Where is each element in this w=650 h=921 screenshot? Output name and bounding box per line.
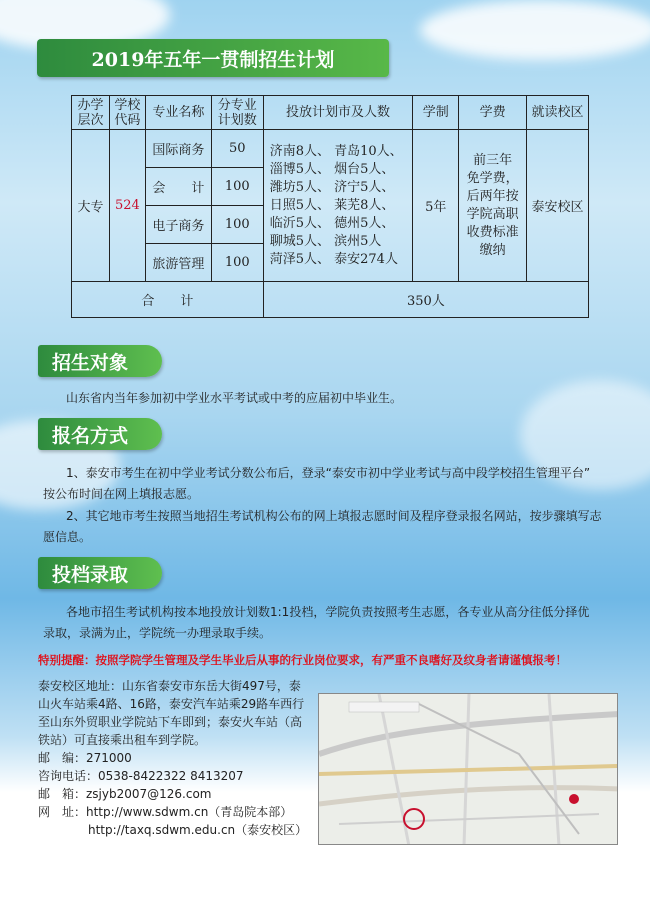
section-title-target — [38, 345, 162, 377]
contact-info — [38, 677, 308, 839]
count-cell: 100 — [211, 168, 263, 206]
major-cell: 旅游管理 — [145, 244, 211, 282]
header-major: 专业名称 — [145, 96, 211, 130]
header-code: 学校代码 — [109, 96, 145, 130]
target-text: 山东省内当年参加初中学业水平考试或中考的应届初中毕业生。 — [66, 391, 403, 405]
special-reminder: 特别提醒：按照学院学生管理及学生毕业后从事的行业岗位要求，有严重不良嗜好及纹身者请谨慎报考！ — [38, 653, 567, 667]
plan-title: 2019年五年一贯制招生计划 — [91, 48, 335, 71]
header-level: 办学层次 — [72, 96, 110, 130]
header-count: 分专业计划数 — [211, 96, 263, 130]
fee-line: 前三年 — [473, 152, 513, 168]
code-cell: 524 — [109, 130, 145, 282]
region-line: 菏泽5人、 泰安274人 — [269, 251, 398, 267]
total-value: 350人 — [263, 282, 588, 318]
apply-p1-line1: 1、泰安市考生在初中学业考试分数公布后，登录“泰安市初中学业考试与高中段学校招生管理平台” — [66, 466, 591, 480]
section-title-admission — [38, 557, 162, 589]
major-cell: 电子商务 — [145, 206, 211, 244]
section-title-text: 投档录取 — [52, 563, 129, 586]
header-regions: 投放计划市及人数 — [263, 96, 413, 130]
fee-line: 缴纳 — [479, 242, 506, 258]
fee-line: 后两年按 — [466, 188, 519, 204]
cloud-decoration — [420, 0, 650, 60]
fee-line: 收费标准 — [466, 224, 519, 240]
plan-banner — [37, 39, 389, 77]
campus-map — [318, 693, 618, 845]
admission-line2: 录取，录满为止，学院统一办理录取手续。 — [43, 626, 272, 640]
fee-cell — [459, 130, 527, 282]
campus-cell: 泰安校区 — [527, 130, 589, 282]
apply-p2-line1: 2、其它地市考生按照当地招生考试机构公布的网上填报志愿时间及程序登录报名网站，按步骤填写志 — [66, 509, 602, 523]
total-label: 合 计 — [72, 282, 264, 318]
fee-line: 免学费， — [466, 170, 519, 186]
website-campus: http://taxq.sdwm.edu.cn（泰安校区） — [88, 823, 308, 837]
level-cell: 大专 — [72, 130, 110, 282]
major-cell: 国际商务 — [145, 130, 211, 168]
address-line: 山火车站乘4路、16路，泰安汽车站乘29路车西行 — [38, 697, 305, 711]
region-line: 淄博5人、 烟台5人、 — [269, 161, 395, 177]
table-row — [72, 130, 589, 168]
section-title-text: 招生对象 — [52, 351, 129, 374]
count-cell: 100 — [211, 244, 263, 282]
email: 邮 箱：zsjyb2007@126.com — [38, 787, 212, 801]
region-line: 聊城5人、 滨州5人 — [269, 233, 382, 249]
count-cell: 100 — [211, 206, 263, 244]
admission-line1: 各地市招生考试机构按本地投放计划数1:1投档，学院负责按照考生志愿，各专业从高分往低分择优 — [66, 605, 590, 619]
map-drawing — [319, 694, 618, 845]
address-line: 至山东外贸职业学院站下车即到；泰安火车站（高 — [38, 715, 303, 729]
major-cell: 会 计 — [145, 168, 211, 206]
apply-p1-line2: 按公布时间在网上填报志愿。 — [43, 487, 200, 501]
enrollment-plan-table — [71, 95, 589, 318]
header-fee: 学费 — [459, 96, 527, 130]
header-campus: 就读校区 — [527, 96, 589, 130]
region-line: 潍坊5人、 济宁5人、 — [269, 179, 395, 195]
address-line: 泰安校区地址：山东省泰安市东岳大街497号，泰 — [38, 679, 301, 693]
fee-line: 学院高职 — [466, 206, 519, 222]
header-duration: 学制 — [413, 96, 459, 130]
apply-p2-line2: 愿信息。 — [43, 530, 92, 544]
table-header-row — [72, 96, 589, 130]
address-line: 铁站）可直接乘出租车到学院。 — [38, 733, 207, 747]
phone: 咨询电话：0538-8422322 8413207 — [38, 769, 244, 783]
section-title-text: 报名方式 — [52, 424, 129, 447]
section-title-apply — [38, 418, 162, 450]
website-main: 网 址：http://www.sdwm.cn（青岛院本部） — [38, 805, 293, 819]
total-row — [72, 282, 589, 318]
region-line: 日照5人、 莱芜8人、 — [269, 197, 395, 213]
region-line: 济南8人、 青岛10人、 — [269, 143, 403, 159]
duration-cell: 5年 — [413, 130, 459, 282]
count-cell: 50 — [211, 130, 263, 168]
regions-cell — [263, 130, 413, 282]
postcode: 邮 编：271000 — [38, 751, 132, 765]
region-line: 临沂5人、 德州5人、 — [269, 215, 395, 231]
